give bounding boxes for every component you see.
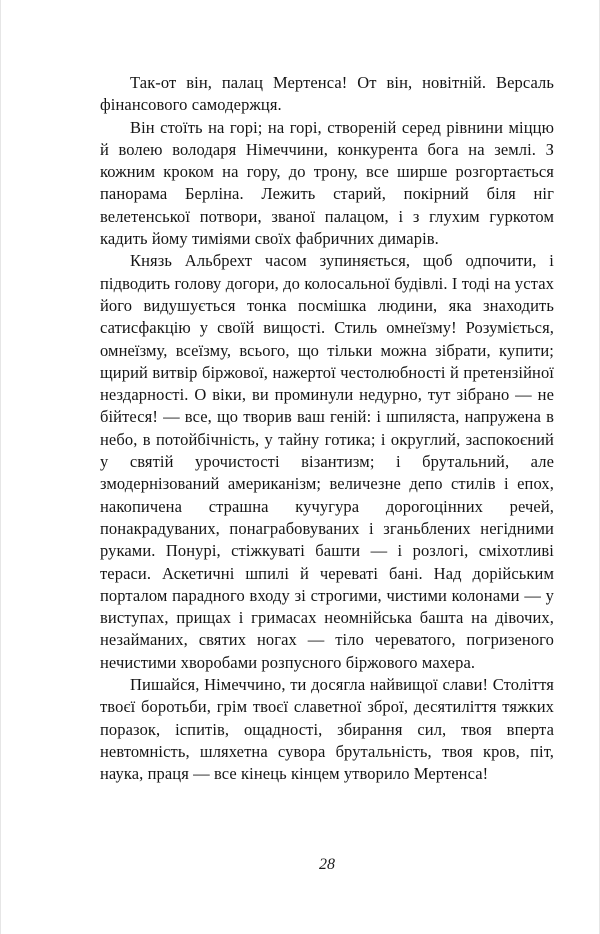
- paragraph: Князь Альбрехт часом зупиняється, щоб одпочити, і підводить голову догори, до колосальної будівлі. І тоді на устах його видушується тонка посмішка людини, яка знаходить сатисфакцію у своїй вищості. Стиль омнеїзму! Розуміється, омнеїзму, всеїзму, всього, що тільки можна зібрати, купити; щирий витвір біржової, нажертої честолюбності й претензійної нездарності. О віки, ви проминули недурно, тут зібрано — не бійтеся! — все, що творив ваш геній: і шпиляста, напружена в небо, в потойбічність, у тайну готика; і округлий, заспокоєний у святій урочистості візантизм; і брутальний, але змодернізований американізм; величезне депо стилів і епох, накопичена страшна кучугура дорогоцінних речей, понакрадуваних, понаграбовуваних і зганьблених негідними руками. Понурі, стіжкуваті башти — і розлогі, сміхотливі тераси. Аскетичні шпилі й череваті бані. Над дорійським порталом парадного входу зі строгими, чистими колонами — у виступах, прищах і гримасах неомнійська башта на дівочих, незайманих, святих ногах — тіло череватого, погризеного нечистими хворобами розпусного біржового махера.: [100, 251, 554, 672]
- page-text: [100, 72, 554, 786]
- page-number: 28: [319, 856, 335, 873]
- paragraph: Він стоїть на горі; на горі, створеній серед рівнини міццю й волею володаря Німеччини, конкурента бога на землі. З кожним кроком на гору, до трону, все ширше розгортається панорама Берліна. Лежить старий, покірний біля ніг велетенської потвори, званої палацом, і з глухим гуркотом кадить йому тиміями своїх фабричних димарів.: [100, 117, 554, 249]
- paragraph: Так-от він, палац Мертенса! От він, новітній. Версаль фінансового самодержця.: [100, 73, 554, 115]
- page-edge-left: [0, 0, 1, 934]
- paragraph: Пишайся, Німеччино, ти досягла найвищої слави! Століття твоєї боротьби, грім твоєї славетної зброї, десятиліття тяжких поразок, іспитів, ощадності, збирання сил, твоя вперта невтомність, шляхетна сувора брутальність, твоя кров, піт, наука, праця — все кінець кінцем утворило Мертенса!: [100, 675, 554, 784]
